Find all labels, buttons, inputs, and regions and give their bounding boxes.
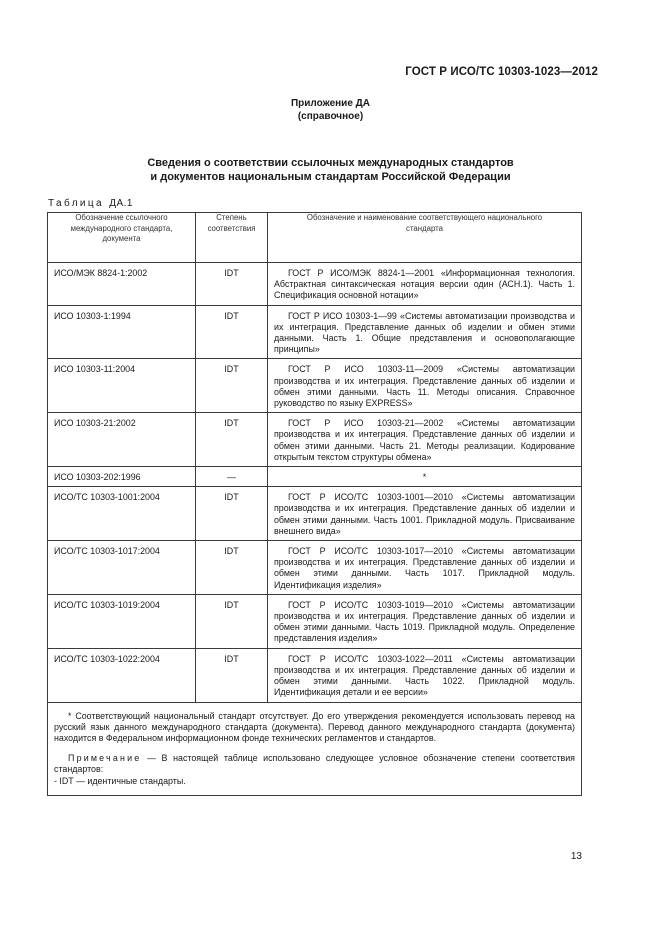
table-row [48,263,582,306]
row-reference: ИСО 10303-21:2002 [48,413,196,467]
header-degree: Степень соответствия [196,213,268,263]
note-label: Примечание [68,753,142,764]
row-national-text: ГОСТ Р ИСО/ТС 10303-1022—2011 «Системы автоматизации производства и их интеграция. Представление данных об изделии и обмен этими данными. Часть 1022. Прикладной модуль. Идентификация детали и ее версии» [274,653,575,698]
header-national: Обозначение и наименование соответствующего национального стандарта [268,213,582,263]
row-national [268,305,582,359]
annex-type: (справочное) [297,111,364,122]
row-degree: IDT [196,541,268,595]
row-national-text: ГОСТ Р ИСО 10303-1—99 «Системы автоматизации производства и их интеграция. Представление данных об изделии и обмен этими данными. Часть 1. Общие представления и основополагающие принципы» [274,310,575,355]
note [54,753,575,775]
table-row [48,359,582,413]
row-reference: ИСО/ТС 10303-1001:2004 [48,487,196,541]
row-reference: ИСО 10303-202:1996 [48,467,196,487]
row-reference: ИСО 10303-11:2004 [48,359,196,413]
footnote: * Соответствующий национальный стандарт отсутствует. До его утверждения рекомендуется использовать перевод на русский язык данного международного стандарта (документа). Перевод данного международного стандарта (документа) находится в Федеральном информационном фонде технических регламентов и стандартов. [54,710,575,743]
table-header-row [48,213,582,263]
row-degree: IDT [196,487,268,541]
row-reference: ИСО/МЭК 8824-1:2002 [48,263,196,306]
table-row [48,594,582,648]
note-item: - IDT — идентичные стандарты. [54,775,186,786]
row-reference: ИСО/ТС 10303-1017:2004 [48,541,196,595]
row-degree: IDT [196,263,268,306]
table-caption-word: Таблица [48,198,105,209]
row-national-text: ГОСТ Р ИСО 10303-21—2002 «Системы автоматизации производства и их интеграция. Представление данных об изделии и обмен этими данными. Часть 21. Методы реализации. Кодирование открытым текстом структуры обмена» [274,418,575,462]
row-national [268,487,582,541]
table-row [48,413,582,467]
row-national-footnote-mark: * [268,467,582,487]
row-national-text: ГОСТ Р ИСО 10303-11—2009 «Системы автоматизации производства и их интеграция. Представление данных об изделии и обмен этими данными. Часть 11. Методы описания. Справочное руководство по языку EXPRESS» [274,364,575,409]
row-national-text: ГОСТ Р ИСО/ТС 10303-1017—2010 «Системы автоматизации производства и их интеграция. Представление данных об изделии и обмен этими данными. Часть 1017. Прикладной модуль. Идентификация изделия» [274,546,575,590]
row-reference: ИСО/ТС 10303-1022:2004 [48,648,196,702]
row-degree: IDT [196,594,268,648]
annex-title-line1: Сведения о соответствии ссылочных международных стандартов [147,157,514,169]
table-row [48,648,582,702]
row-degree: — [196,467,268,487]
row-degree: IDT [196,305,268,359]
annex-heading [0,97,661,123]
table-row [48,467,582,487]
note-text: — В настоящей таблице использовано следующее условное обозначение степени соответствия стандартов: [54,753,575,775]
table-row [48,305,582,359]
row-national [268,648,582,702]
row-national [268,359,582,413]
table-row [48,541,582,595]
row-national [268,263,582,306]
row-degree: IDT [196,359,268,413]
row-national [268,594,582,648]
row-degree: IDT [196,413,268,467]
table-row [48,487,582,541]
correspondence-table [47,212,582,796]
page-number: 13 [570,851,582,862]
row-reference: ИСО 10303-1:1994 [48,305,196,359]
table-footer [48,702,582,795]
row-reference: ИСО/ТС 10303-1019:2004 [48,594,196,648]
document-code: ГОСТ Р ИСО/ТС 10303-1023—2012 [405,66,598,78]
table-caption [48,198,133,209]
row-national-text: ГОСТ Р ИСО/ТС 10303-1001—2010 «Системы автоматизации производства и их интеграция. Представление данных об изделии и обмен этими данными. Часть 1001. Прикладной модуль. Присваивание внешнего вида» [274,492,575,536]
row-national [268,413,582,467]
row-national [268,541,582,595]
table-caption-number: ДА.1 [109,198,133,209]
row-national-text: ГОСТ Р ИСО/ТС 10303-1019—2010 «Системы автоматизации производства и их интеграция. Представление данных об изделии и обмен этими данными. Часть 1019. Прикладной модуль. Определение представления изделия» [274,599,575,644]
table-footer-row [48,702,582,795]
row-national-text: ГОСТ Р ИСО/МЭК 8824-1—2001 «Информационная технология. Абстрактная синтаксическая нотация версии один (АСН.1). Часть 1. Спецификация основной нотации» [274,268,575,301]
header-reference: Обозначение ссылочного международного стандарта, документа [48,213,196,263]
row-degree: IDT [196,648,268,702]
annex-label: Приложение ДА [290,98,371,109]
annex-title [0,156,661,184]
annex-title-line2: и документов национальным стандартам Российской Федерации [150,171,511,183]
